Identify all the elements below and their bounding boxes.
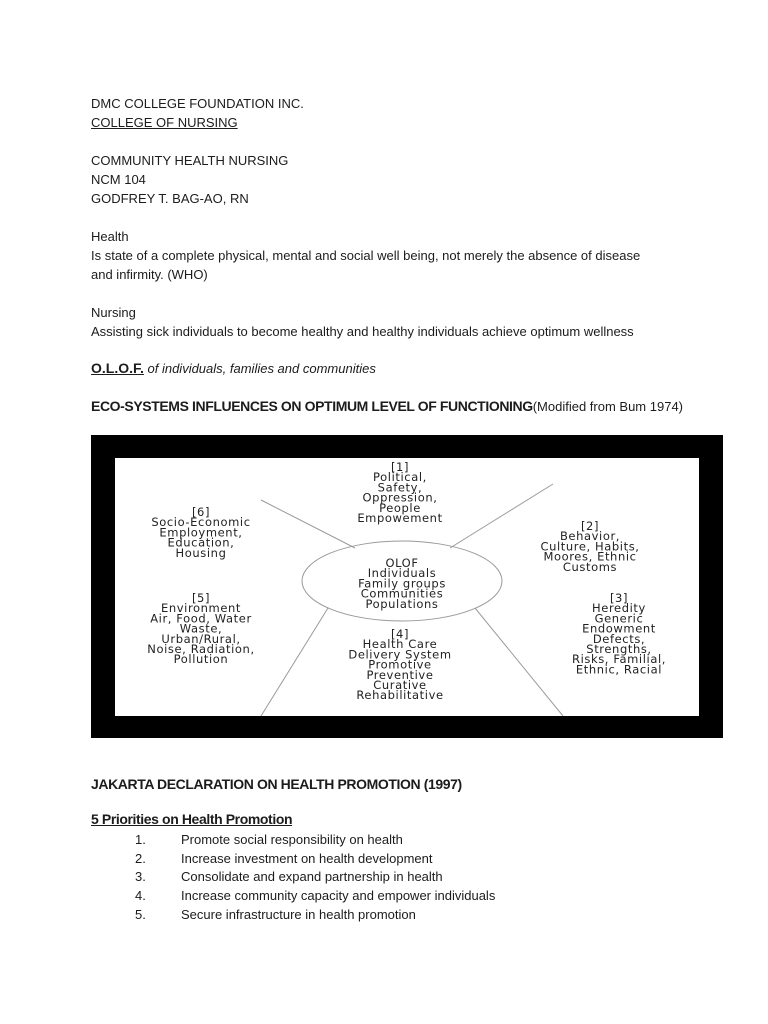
diagram-label-line: Generic bbox=[594, 611, 644, 626]
list-number: 1. bbox=[135, 832, 146, 847]
diagram-panel bbox=[115, 458, 699, 716]
instructor-name: GODFREY T. BAG-AO, RN bbox=[91, 191, 249, 206]
connector-line-6 bbox=[261, 500, 355, 548]
diagram-label-line: Employment, bbox=[159, 525, 243, 540]
factor-5-environment bbox=[147, 591, 254, 666]
diagram-svg bbox=[115, 458, 699, 716]
diagram-label-line: Waste, bbox=[179, 621, 223, 636]
diagram-label-line: Moores, Ethnic bbox=[543, 549, 637, 564]
diagram-label-line: Curative bbox=[373, 678, 427, 692]
list-number: 4. bbox=[135, 888, 146, 903]
list-text: Increase community capacity and empower individuals bbox=[181, 888, 496, 903]
diagram-label-line: Safety, bbox=[377, 480, 423, 495]
diagram-label-line: Customs bbox=[562, 559, 618, 574]
list-text: Secure infrastructure in health promotion bbox=[181, 907, 416, 922]
list-text: Increase investment on health development bbox=[181, 851, 433, 866]
college-name: COLLEGE OF NURSING bbox=[91, 115, 238, 130]
connector-line-3 bbox=[475, 608, 563, 716]
factor-3-heredity bbox=[572, 591, 666, 676]
diagram-label-line: Socio-Economic bbox=[151, 515, 251, 530]
diagram-label-line: [6] bbox=[191, 505, 211, 519]
diagram-label-line: Communities bbox=[360, 586, 444, 601]
diagram-label-line: [1] bbox=[390, 460, 410, 474]
diagram-label-line: Air, Food, Water bbox=[150, 611, 252, 626]
diagram-label-line: Individuals bbox=[367, 566, 437, 581]
diagram-label-line: Empowement bbox=[357, 511, 443, 525]
diagram-label-line: Strengths, bbox=[586, 642, 652, 656]
diagram-label-line: Family groups bbox=[358, 576, 446, 591]
olof-line bbox=[91, 360, 376, 377]
diagram-label-line: Ethnic, Racial bbox=[575, 662, 663, 677]
jakarta-heading: JAKARTA DECLARATION ON HEALTH PROMOTION (1997) bbox=[91, 776, 462, 792]
olof-abbreviation: O.L.O.F. bbox=[91, 360, 144, 376]
eco-systems-diagram bbox=[91, 435, 723, 738]
diagram-label-line: Populations bbox=[365, 596, 439, 611]
diagram-label-line: Noise, Radiation, bbox=[147, 642, 255, 656]
diagram-label-line: Political, bbox=[373, 470, 427, 485]
health-definition-line-1: Is state of a complete physical, mental and social well being, not merely the absence of disease bbox=[91, 248, 641, 263]
diagram-label-line: [3] bbox=[609, 591, 629, 605]
diagram-label-line: Pollution bbox=[173, 652, 229, 667]
diagram-label-line: Heredity bbox=[592, 601, 646, 616]
ecosystem-heading-line bbox=[91, 398, 683, 415]
diagram-label-line: Risks, Familial, bbox=[571, 652, 667, 667]
institution-name: DMC COLLEGE FOUNDATION INC. bbox=[91, 96, 304, 111]
diagram-label-line: [2] bbox=[580, 519, 600, 533]
diagram-label-line: [5] bbox=[191, 591, 211, 605]
diagram-label-line: [4] bbox=[390, 627, 410, 641]
course-code: NCM 104 bbox=[91, 172, 146, 187]
health-term: Health bbox=[91, 229, 129, 244]
diagram-label-line: Endowment bbox=[582, 621, 656, 636]
list-number: 2. bbox=[135, 851, 146, 866]
olof-description: of individuals, families and communities bbox=[143, 361, 376, 376]
diagram-label-line: Delivery System bbox=[348, 647, 452, 662]
diagram-label-line: Urban/Rural, bbox=[161, 631, 241, 646]
diagram-label-line: Environment bbox=[160, 601, 242, 616]
factor-4-health-care bbox=[348, 627, 451, 702]
diagram-label-line: OLOF bbox=[385, 556, 419, 570]
ecosystem-heading: ECO-SYSTEMS INFLUENCES ON OPTIMUM LEVEL OF FUNCTIONING bbox=[91, 398, 533, 414]
health-definition-line-2: and infirmity. (WHO) bbox=[91, 267, 208, 282]
factor-6-socio-economic bbox=[151, 505, 250, 560]
priorities-heading: 5 Priorities on Health Promotion bbox=[91, 811, 293, 827]
list-number: 3. bbox=[135, 869, 146, 884]
connector-line-5 bbox=[261, 608, 328, 716]
nursing-definition: Assisting sick individuals to become healthy and healthy individuals achieve optimum wellness bbox=[91, 324, 634, 339]
connector-line-2 bbox=[450, 484, 553, 548]
diagram-label-line: Housing bbox=[175, 545, 227, 560]
diagram-label-line: People bbox=[379, 500, 421, 515]
diagram-label-line: Defects, bbox=[592, 631, 646, 646]
list-text: Promote social responsibility on health bbox=[181, 832, 403, 847]
diagram-label-line: Health Care bbox=[362, 637, 438, 652]
course-title: COMMUNITY HEALTH NURSING bbox=[91, 153, 289, 168]
diagram-label-line: Rehabilitative bbox=[356, 688, 444, 703]
diagram-label-line: Culture, Habits, bbox=[540, 539, 640, 554]
diagram-label-line: Promotive bbox=[368, 657, 432, 672]
factor-2-behavior bbox=[540, 519, 639, 574]
diagram-label-line: Preventive bbox=[366, 667, 434, 682]
diagram-label-line: Education, bbox=[167, 535, 235, 550]
factor-1-political bbox=[357, 460, 442, 525]
ecosystem-source: (Modified from Bum 1974) bbox=[532, 399, 683, 414]
list-text: Consolidate and expand partnership in health bbox=[181, 869, 443, 884]
nursing-term: Nursing bbox=[91, 305, 136, 320]
olof-center-label bbox=[358, 556, 446, 611]
diagram-label-line: Behavior, bbox=[559, 529, 621, 544]
list-number: 5. bbox=[135, 907, 146, 922]
diagram-label-line: Oppression, bbox=[362, 490, 438, 505]
